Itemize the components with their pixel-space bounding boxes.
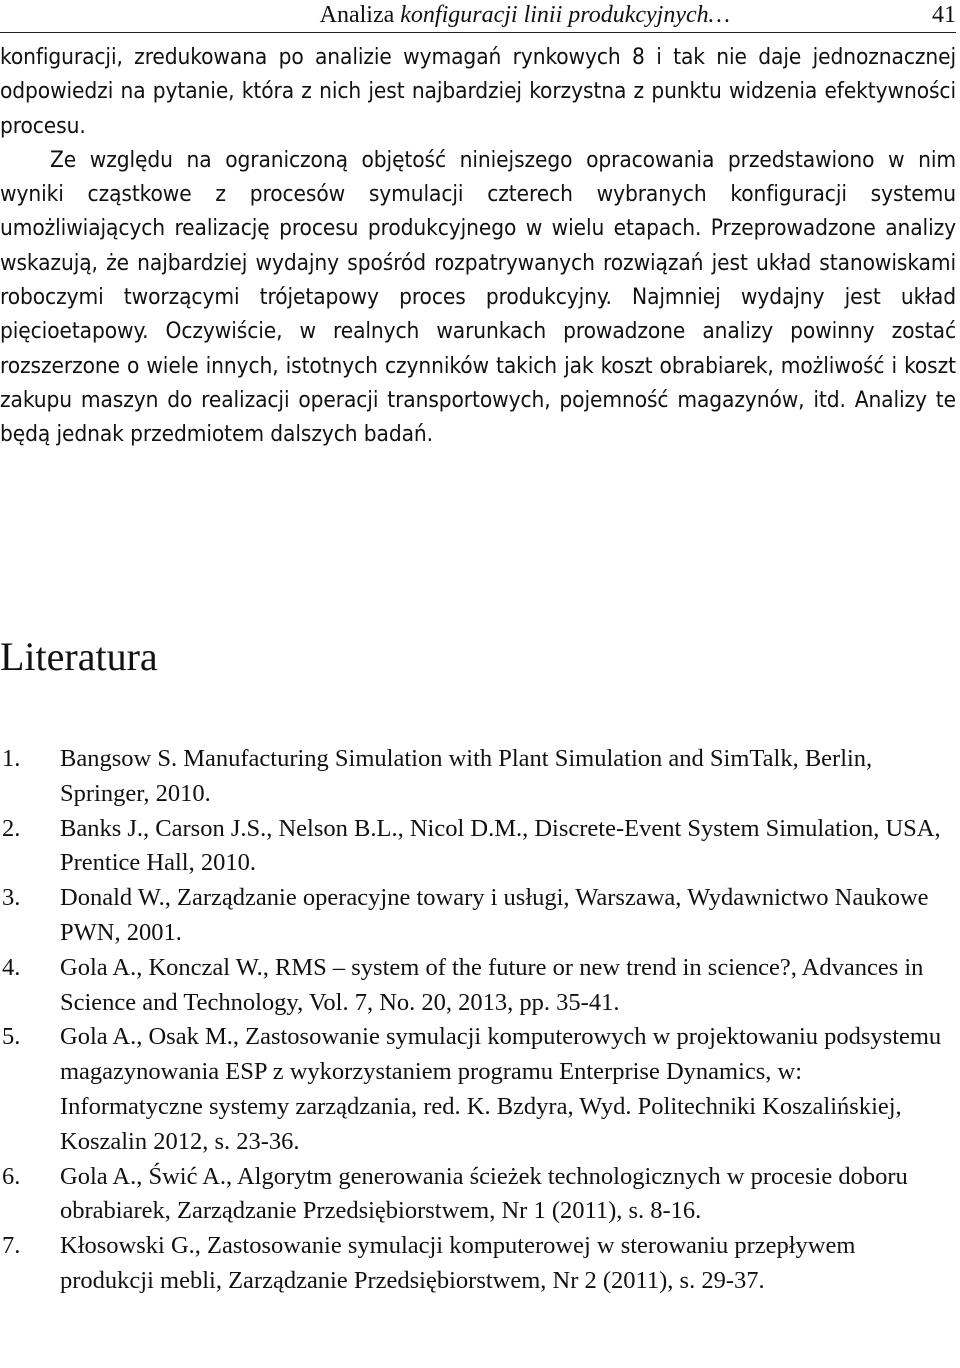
reference-text: Gola A., Osak M., Zastosowanie symulacji komputerowych w projektowaniu podsystemu magazynowania ESP z wykorzystaniem programu Enterprise Dynamics, w: Informatyczne systemy zarządzania, red. K. Bzdyra, Wyd. Politechniki Koszalińskiej, Koszalin 2012, s. 23-36. (60, 1023, 942, 1155)
reference-number: 1. (2, 745, 21, 772)
paragraph: Ze względu na ograniczoną objętość niniejszego opracowania przedstawiono w nim wyniki cząstkowe z procesów symulacji czterech wybranych konfiguracji systemu umożliwiających realizację procesu produkcyjnego w wielu etapach. Przeprowadzone analizy wskazują, że najbardziej wydajny spośród rozpatrywanych rozwiązań jest układ stanowiskami roboczymi tworzącymi trójetapowy proces produkcyjny. Najmniej wydajny jest układ pięcioetapowy. Oczywiście, w realnych warunkach prowadzone analizy powinny zostać rozszerzone o wiele innych, istotnych czynników takich jak koszt obrabiarek, możliwość i koszt zakupu maszyn do realizacji operacji transportowych, pojemność magazynów, itd. Analizy te będą jednak przedmiotem dalszych badań. (0, 146, 956, 448)
reference-list (0, 742, 950, 1299)
reference-item (0, 1160, 950, 1230)
reference-item (0, 812, 950, 882)
paragraph: konfiguracji, zredukowana po analizie wymagań rynkowych 8 i tak nie daje jednoznacznej odpowiedzi na pytanie, która z nich jest najbardziej korzystna z punktu widzenia efektywności procesu. (0, 44, 956, 139)
reference-number: 3. (2, 884, 21, 912)
reference-item (0, 1229, 950, 1299)
reference-text: Bangsow S. Manufacturing Simulation with Plant Simulation and SimTalk, Berlin, Springer, 2010. (60, 745, 873, 807)
running-header-title-italic: konfiguracji linii produkcyjnych… (400, 2, 730, 28)
reference-item (0, 951, 950, 1021)
page-number: 41 (932, 2, 956, 28)
reference-text: Kłosowski G., Zastosowanie symulacji komputerowej w sterowaniu przepływem produkcji mebli, Zarządzanie Przedsiębiorstwem, Nr 2 (2011), s. 29-37. (60, 1232, 856, 1294)
reference-number: 4. (2, 953, 21, 981)
reference-text: Banks J., Carson J.S., Nelson B.L., Nicol D.M., Discrete-Event System Simulation, USA, Prentice Hall, 2010. (60, 814, 941, 877)
reference-text: Donald W., Zarządzanie operacyjne towary i usługi, Warszawa, Wydawnictwo Naukowe PWN, 2001. (60, 884, 929, 946)
reference-item (0, 742, 950, 812)
reference-item (0, 881, 950, 951)
reference-number: 2. (2, 814, 21, 842)
reference-number: 5. (2, 1023, 21, 1051)
running-header-title (320, 0, 730, 30)
reference-item (0, 1020, 950, 1159)
body-text (0, 40, 956, 452)
running-header-title-prefix: Analiza (319, 2, 401, 28)
reference-text: Gola A., Świć A., Algorytm generowania ścieżek technologicznych w procesie doboru obrabiarek, Zarządzanie Przedsiębiorstwem, Nr 1 (2011), s. 8-16. (60, 1162, 908, 1225)
reference-number: 6. (2, 1162, 21, 1190)
reference-number: 7. (2, 1232, 21, 1260)
running-header (0, 0, 956, 33)
reference-text: Gola A., Konczal W., RMS – system of the future or new trend in science?, Advances in Science and Technology, Vol. 7, No. 20, 2013, pp. 35-41. (60, 953, 924, 1016)
section-heading: Literatura (0, 634, 158, 679)
